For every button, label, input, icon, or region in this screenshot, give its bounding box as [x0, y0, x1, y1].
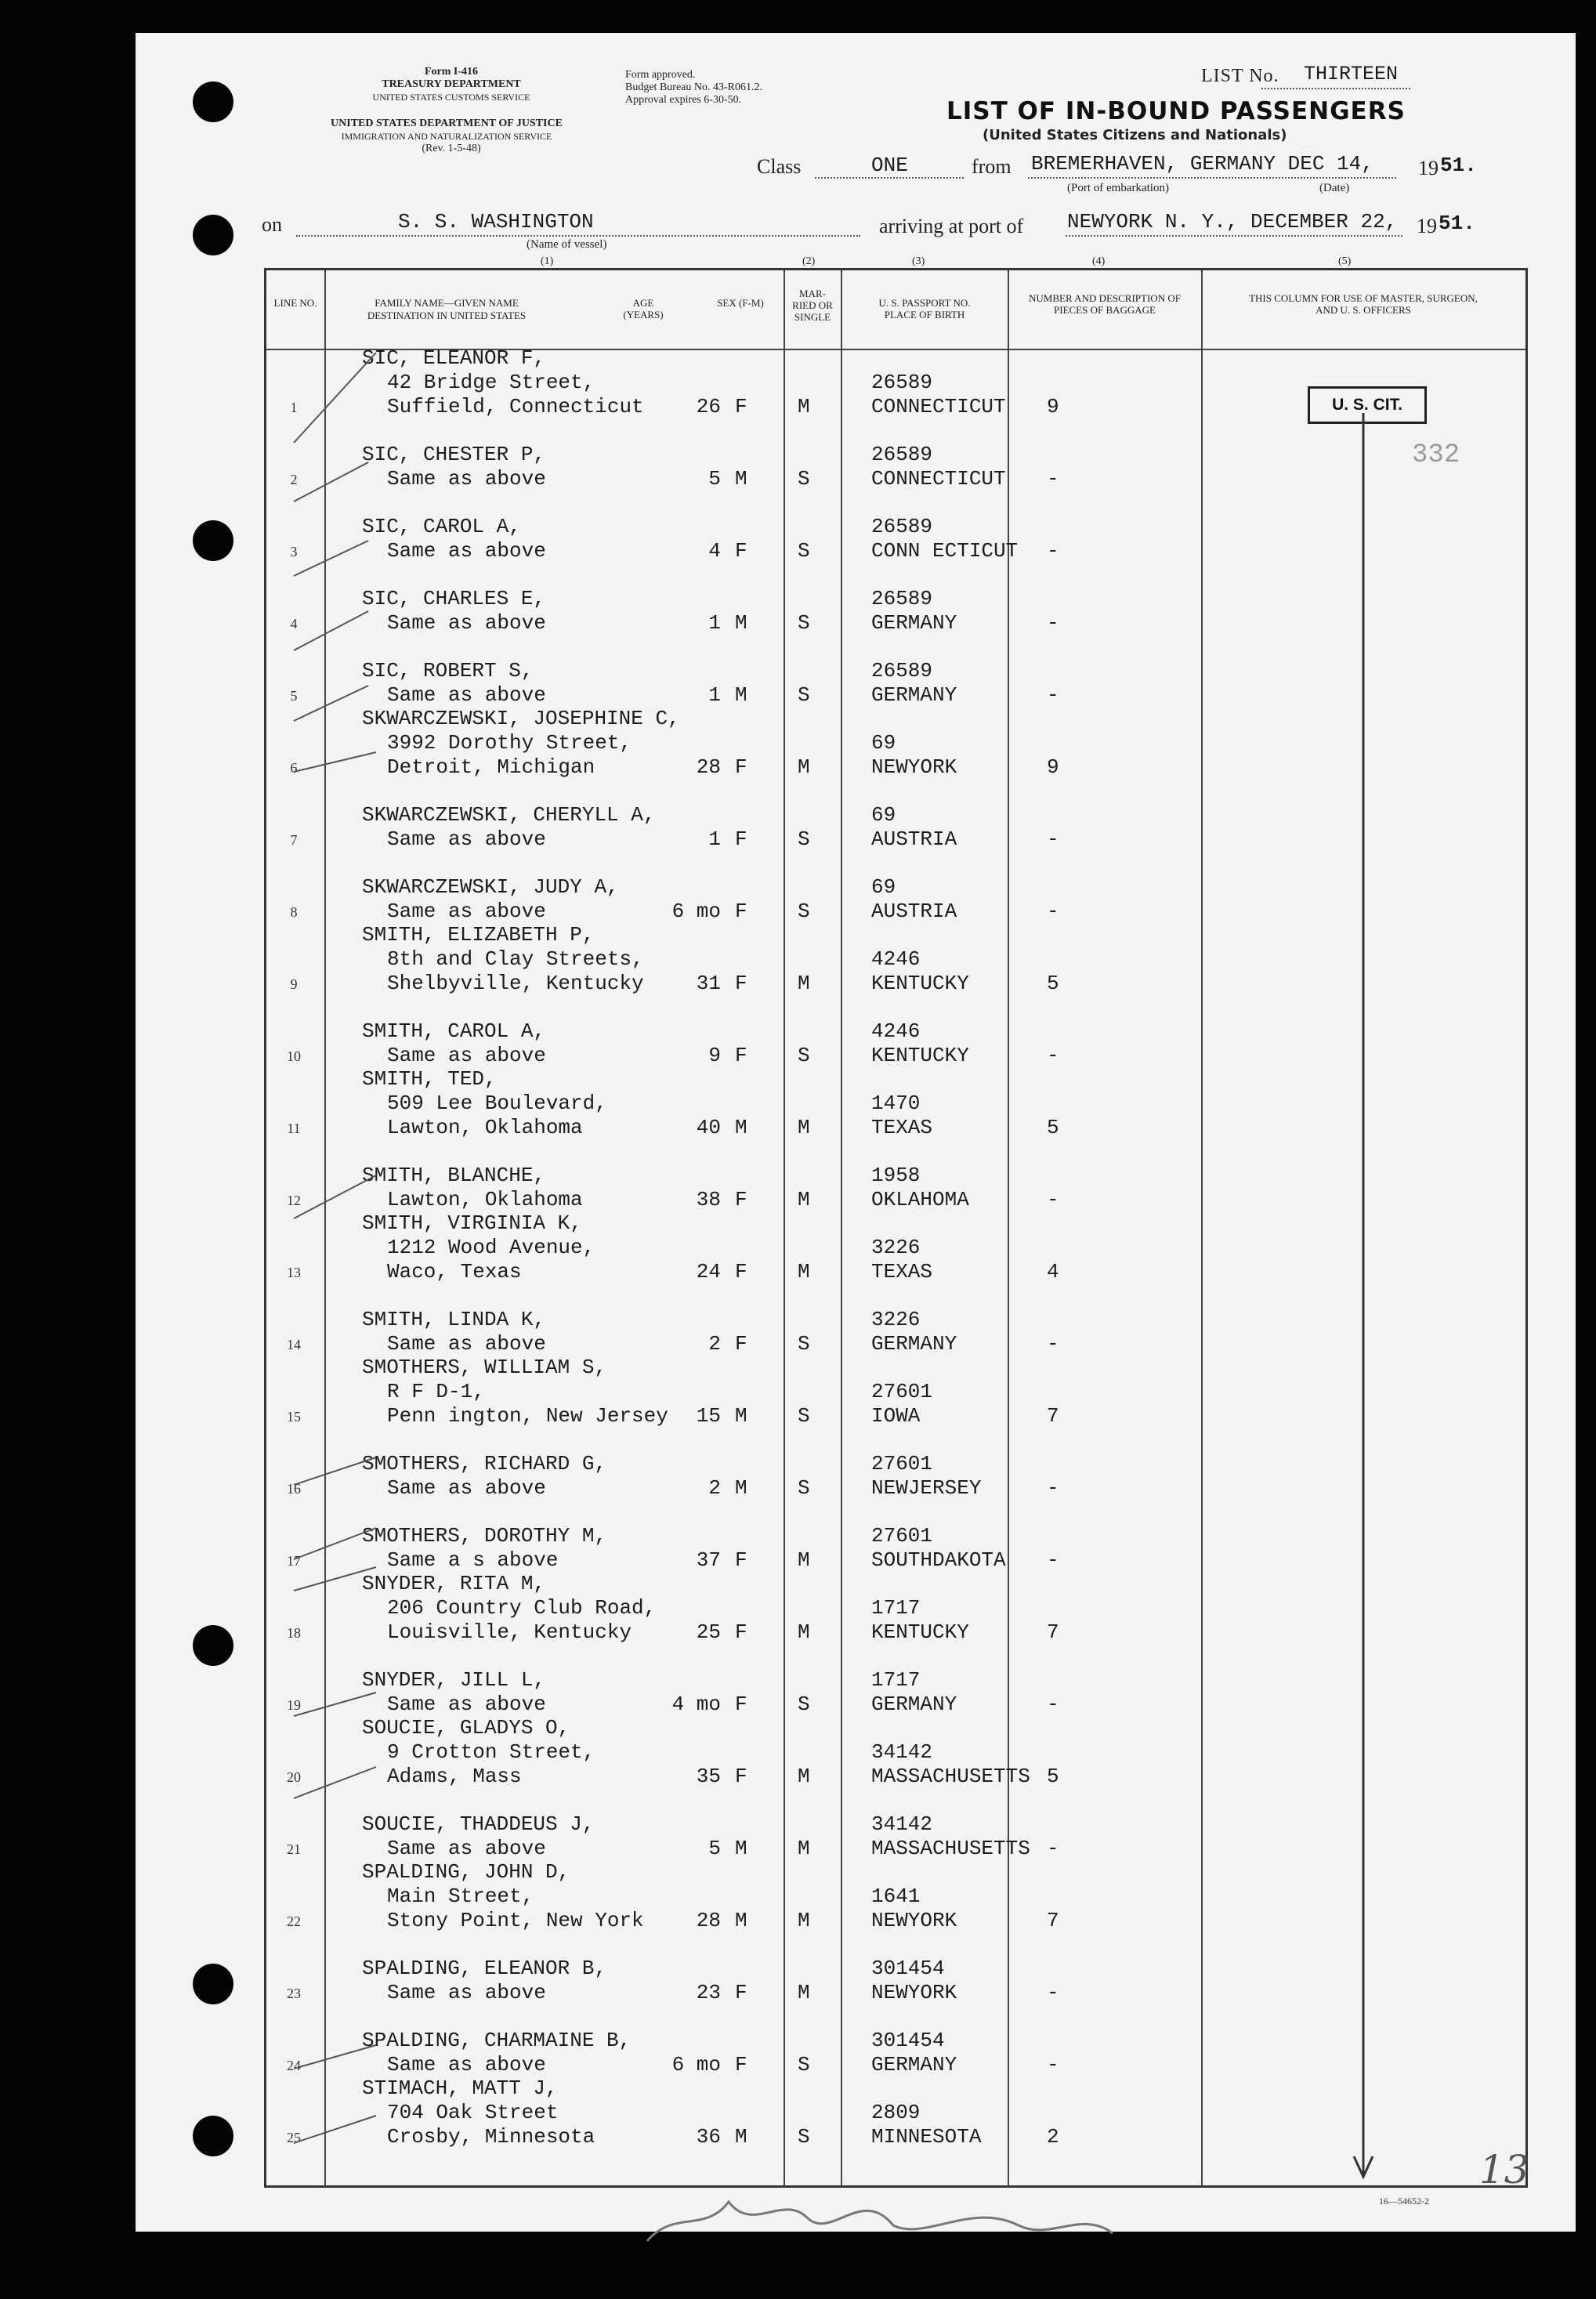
passenger-address: Same as above — [387, 467, 546, 491]
page-title: LIST OF IN-BOUND PASSENGERS — [946, 97, 1406, 125]
marital-status: M — [798, 972, 810, 995]
age: 36 — [696, 2125, 721, 2149]
passport-number: 4246 — [871, 1019, 921, 1043]
passenger-address: Lawton, Oklahoma — [387, 1188, 583, 1211]
passenger-name: SIC, ROBERT S, — [362, 659, 534, 682]
customs-service: UNITED STATES CUSTOMS SERVICE — [372, 92, 530, 103]
passenger-address: Penn ington, New Jersey — [387, 1404, 668, 1428]
place-of-birth: TEXAS — [871, 1116, 933, 1139]
passport-number: 26589 — [871, 659, 933, 682]
sex: M — [735, 1909, 747, 1932]
marital-status: S — [798, 900, 810, 923]
vessel-caption: (Name of vessel) — [527, 238, 607, 251]
col-head-name: FAMILY NAME—GIVEN NAME — [375, 297, 519, 309]
baggage: 7 — [1047, 1620, 1059, 1644]
arrival-year-prefix: 19 — [1417, 215, 1437, 237]
passenger-address: 3992 Dorothy Street, — [387, 731, 632, 755]
marital-status: M — [798, 1981, 810, 2004]
age: 6 mo — [671, 900, 721, 923]
baggage: - — [1047, 539, 1059, 563]
marital-status: M — [798, 1548, 810, 1572]
passenger-address: Same as above — [387, 1332, 546, 1356]
passenger-name: SNYDER, RITA M, — [362, 1572, 546, 1595]
from-year: 51. — [1440, 154, 1477, 177]
sex: F — [735, 1260, 747, 1283]
passport-number: 69 — [871, 875, 896, 899]
sex: F — [735, 1765, 747, 1788]
passenger-address: 8th and Clay Streets, — [387, 947, 644, 971]
passenger-name: SPALDING, CHARMAINE B, — [362, 2029, 632, 2052]
place-of-birth: MASSACHUSETTS — [871, 1837, 1030, 1860]
sex: F — [735, 1332, 747, 1356]
baggage: - — [1047, 1837, 1059, 1860]
baggage: 7 — [1047, 1404, 1059, 1428]
arrival-rule — [1066, 235, 1402, 237]
col-number: (5) — [1338, 255, 1352, 267]
passenger-name: SOUCIE, GLADYS O, — [362, 1716, 570, 1740]
passenger-name: SNYDER, JILL L, — [362, 1668, 546, 1692]
passenger-address: Crosby, Minnesota — [387, 2125, 595, 2149]
sex: F — [735, 827, 747, 851]
place-of-birth: GERMANY — [871, 1332, 957, 1356]
on-label: on — [262, 213, 282, 236]
col-divider — [784, 270, 785, 2185]
passenger-address: Stony Point, New York — [387, 1909, 644, 1932]
baggage: 5 — [1047, 1116, 1059, 1139]
marital-status: M — [798, 1260, 810, 1283]
passenger-name: SMOTHERS, WILLIAM S, — [362, 1356, 607, 1379]
marital-status: S — [798, 1332, 810, 1356]
line-number: 1 — [290, 400, 298, 415]
passport-number: 1717 — [871, 1596, 921, 1620]
page-note: 13 — [1479, 2147, 1529, 2192]
stamp-number: 332 — [1412, 440, 1460, 470]
age: 4 mo — [671, 1693, 721, 1716]
passenger-address: Adams, Mass — [387, 1765, 522, 1788]
sex: F — [735, 972, 747, 995]
sex: M — [735, 1837, 747, 1860]
baggage: 9 — [1047, 755, 1059, 779]
line-number: 17 — [287, 1553, 301, 1569]
baggage: 9 — [1047, 395, 1059, 418]
passenger-address: 704 Oak Street — [387, 2101, 559, 2124]
age: 15 — [696, 1404, 721, 1428]
line-number: 18 — [287, 1625, 301, 1641]
passport-number: 1717 — [871, 1668, 921, 1692]
marital-status: M — [798, 1620, 810, 1644]
approval-expires: Approval expires 6-30-50. — [625, 94, 742, 106]
sex: M — [735, 467, 747, 491]
sex: F — [735, 900, 747, 923]
passport-number: 26589 — [871, 587, 933, 610]
place-of-birth: GERMANY — [871, 683, 957, 707]
passport-number: 69 — [871, 803, 896, 827]
passport-number: 69 — [871, 731, 896, 755]
baggage: - — [1047, 1044, 1059, 1067]
age: 40 — [696, 1116, 721, 1139]
passenger-name: SMITH, TED, — [362, 1067, 497, 1091]
passenger-name: SPALDING, ELEANOR B, — [362, 1957, 607, 1980]
col-head-baggage: NUMBER AND DESCRIPTION OF PIECES OF BAGGAGE — [1029, 292, 1181, 316]
place-of-birth: NEWYORK — [871, 755, 957, 779]
passenger-address: 42 Bridge Street, — [387, 371, 595, 394]
place-of-birth: NEWYORK — [871, 1909, 957, 1932]
age: 28 — [696, 755, 721, 779]
passenger-address: Same as above — [387, 1837, 546, 1860]
passport-number: 1641 — [871, 1884, 921, 1908]
passenger-address: Main Street, — [387, 1884, 534, 1908]
age: 1 — [708, 827, 721, 851]
passport-number: 301454 — [871, 1957, 945, 1980]
line-number: 23 — [287, 1986, 301, 2001]
sex: M — [735, 1476, 747, 1500]
passport-number: 26589 — [871, 443, 933, 466]
date-caption: (Date) — [1319, 182, 1350, 194]
passport-number: 27601 — [871, 1524, 933, 1548]
marital-status: M — [798, 755, 810, 779]
place-of-birth: OKLAHOMA — [871, 1188, 969, 1211]
sex: M — [735, 683, 747, 707]
passenger-address: Same as above — [387, 683, 546, 707]
sex: F — [735, 1693, 747, 1716]
list-no-rule — [1261, 88, 1410, 89]
line-number: 24 — [287, 2058, 301, 2073]
baggage: - — [1047, 1981, 1059, 2004]
line-number: 10 — [287, 1048, 301, 1064]
binder-hole — [193, 1964, 233, 2004]
baggage: - — [1047, 611, 1059, 635]
from-year-prefix: 19 — [1418, 157, 1439, 179]
binder-hole — [193, 1625, 233, 1666]
line-number: 14 — [287, 1337, 301, 1352]
col-head-passport: U. S. PASSPORT NO. PLACE OF BIRTH — [878, 297, 971, 320]
passenger-name: SIC, CAROL A, — [362, 515, 521, 538]
line-number: 20 — [287, 1769, 301, 1785]
baggage: - — [1047, 1188, 1059, 1211]
binder-hole — [193, 2116, 233, 2156]
passenger-address: Same a s above — [387, 1548, 559, 1572]
col-number: (1) — [541, 255, 554, 267]
treasury-dept: TREASURY DEPARTMENT — [382, 78, 521, 90]
marital-status: S — [798, 539, 810, 563]
sex: M — [735, 2125, 747, 2149]
vessel-rule — [296, 235, 860, 237]
list-no-value: THIRTEEN — [1304, 63, 1399, 85]
passenger-name: SMITH, VIRGINIA K, — [362, 1211, 582, 1235]
baggage: 4 — [1047, 1260, 1059, 1283]
marital-status: M — [798, 1765, 810, 1788]
place-of-birth: CONN ECTICUT — [871, 539, 1019, 563]
binder-hole — [193, 215, 233, 255]
line-number: 5 — [290, 688, 298, 704]
ins-service: IMMIGRATION AND NATURALIZATION SERVICE — [341, 131, 552, 142]
marital-status: M — [798, 1909, 810, 1932]
col-number: (2) — [802, 255, 816, 267]
passenger-address: Same as above — [387, 1693, 546, 1716]
place-of-birth: SOUTHDAKOTA — [871, 1548, 1006, 1572]
col-head-married: MAR-RIED OR SINGLE — [792, 288, 833, 323]
line-number: 22 — [287, 1913, 301, 1929]
age: 1 — [708, 611, 721, 635]
passenger-address: 206 Country Club Road, — [387, 1596, 657, 1620]
baggage: 7 — [1047, 1909, 1059, 1932]
passenger-address: 1212 Wood Avenue, — [387, 1236, 595, 1259]
baggage: - — [1047, 900, 1059, 923]
passenger-name: SIC, CHARLES E, — [362, 587, 546, 610]
place-of-birth: CONNECTICUT — [871, 395, 1006, 418]
baggage: - — [1047, 1693, 1059, 1716]
arrival-year: 51. — [1439, 212, 1475, 235]
arriving-label: arriving at port of — [879, 215, 1024, 237]
line-number: 7 — [290, 832, 298, 848]
line-number: 11 — [287, 1121, 301, 1136]
budget-bureau: Budget Bureau No. 43-R061.2. — [625, 81, 762, 93]
col-head-officers: THIS COLUMN FOR USE OF MASTER, SURGEON, AND U. S. OFFICERS — [1249, 292, 1478, 316]
age: 24 — [696, 1260, 721, 1283]
revision: (Rev. 1-5-48) — [422, 143, 481, 154]
place-of-birth: AUSTRIA — [871, 827, 957, 851]
marital-status: S — [798, 2125, 810, 2149]
passenger-address: Same as above — [387, 611, 546, 635]
place-of-birth: TEXAS — [871, 1260, 933, 1283]
sex: F — [735, 1548, 747, 1572]
sex: F — [735, 1188, 747, 1211]
age: 25 — [696, 1620, 721, 1644]
place-of-birth: CONNECTICUT — [871, 467, 1006, 491]
passenger-address: Detroit, Michigan — [387, 755, 595, 779]
line-number: 9 — [290, 976, 298, 992]
passport-number: 27601 — [871, 1380, 933, 1403]
passenger-address: Same as above — [387, 2053, 546, 2076]
us-citizen-stamp: U. S. CIT. — [1308, 386, 1427, 424]
line-number: 15 — [287, 1409, 301, 1425]
passenger-name: SIC, CHESTER P, — [362, 443, 546, 466]
class-label: Class — [757, 155, 802, 178]
col-number: (3) — [912, 255, 925, 267]
age: 6 mo — [671, 2053, 721, 2076]
passenger-name: STIMACH, MATT J, — [362, 2076, 558, 2100]
class-value: ONE — [871, 154, 908, 177]
passport-number: 34142 — [871, 1740, 933, 1764]
baggage: 5 — [1047, 972, 1059, 995]
marital-status: S — [798, 467, 810, 491]
place-of-birth: NEWYORK — [871, 1981, 957, 2004]
col-head-destination: DESTINATION IN UNITED STATES — [367, 310, 527, 321]
passport-number: 3226 — [871, 1236, 921, 1259]
marital-status: S — [798, 1693, 810, 1716]
baggage: - — [1047, 1332, 1059, 1356]
marital-status: S — [798, 827, 810, 851]
passenger-address: R F D-1, — [387, 1380, 485, 1403]
form-code: 16—54652-2 — [1379, 2196, 1429, 2207]
line-number: 2 — [290, 472, 298, 487]
place-of-birth: KENTUCKY — [871, 1620, 969, 1644]
sex: F — [735, 1620, 747, 1644]
passenger-name: SMITH, ELIZABETH P, — [362, 923, 595, 947]
age: 35 — [696, 1765, 721, 1788]
list-no-label: LIST No. — [1201, 66, 1279, 86]
passenger-name: SKWARCZEWSKI, JOSEPHINE C, — [362, 707, 680, 730]
sex: M — [735, 1404, 747, 1428]
form-number: Form I-416 — [424, 66, 479, 78]
place-of-birth: KENTUCKY — [871, 972, 969, 995]
baggage: - — [1047, 827, 1059, 851]
sex: M — [735, 611, 747, 635]
col-head-sex: SEX (F-M) — [717, 297, 764, 309]
passport-number: 27601 — [871, 1452, 933, 1475]
arrival-value: NEWYORK N. Y., DECEMBER 22, — [1067, 210, 1398, 234]
col-divider — [324, 270, 326, 2185]
passenger-name: SMITH, LINDA K, — [362, 1308, 546, 1331]
place-of-birth: GERMANY — [871, 1693, 957, 1716]
passenger-name: SIC, ELEANOR F, — [362, 346, 546, 370]
marital-status: S — [798, 1476, 810, 1500]
age: 26 — [696, 395, 721, 418]
place-of-birth: MASSACHUSETTS — [871, 1765, 1030, 1788]
passenger-address: Louisville, Kentucky — [387, 1620, 632, 1644]
line-number: 12 — [287, 1193, 301, 1208]
age: 9 — [708, 1044, 721, 1067]
passenger-address: Same as above — [387, 1981, 546, 2004]
age: 38 — [696, 1188, 721, 1211]
sex: F — [735, 1981, 747, 2004]
vessel-name: S. S. WASHINGTON — [398, 210, 594, 234]
passport-number: 301454 — [871, 2029, 945, 2052]
passport-number: 1470 — [871, 1092, 921, 1115]
age: 1 — [708, 683, 721, 707]
sex: F — [735, 1044, 747, 1067]
marital-status: S — [798, 2053, 810, 2076]
col-number: (4) — [1092, 255, 1106, 267]
age: 28 — [696, 1909, 721, 1932]
baggage: - — [1047, 1548, 1059, 1572]
passenger-name: SPALDING, JOHN D, — [362, 1860, 570, 1884]
passenger-address: Same as above — [387, 1044, 546, 1067]
passenger-address: Waco, Texas — [387, 1260, 522, 1283]
line-number: 4 — [290, 616, 298, 632]
sex: F — [735, 755, 747, 779]
place-of-birth: NEWJERSEY — [871, 1476, 982, 1500]
age: 37 — [696, 1548, 721, 1572]
age: 31 — [696, 972, 721, 995]
passenger-name: SOUCIE, THADDEUS J, — [362, 1812, 595, 1836]
place-of-birth: GERMANY — [871, 611, 957, 635]
place-of-birth: GERMANY — [871, 2053, 957, 2076]
age: 23 — [696, 1981, 721, 2004]
col-divider — [1201, 270, 1203, 2185]
page-subtitle: (United States Citizens and Nationals) — [983, 127, 1287, 143]
passenger-address: Suffield, Connecticut — [387, 395, 644, 418]
passenger-address: Same as above — [387, 900, 546, 923]
marital-status: S — [798, 1404, 810, 1428]
passenger-address: 9 Crotton Street, — [387, 1740, 595, 1764]
line-number: 8 — [290, 904, 298, 920]
col-head-age: AGE (YEARS) — [623, 297, 664, 320]
age: 2 — [708, 1476, 721, 1500]
baggage: - — [1047, 467, 1059, 491]
passport-number: 34142 — [871, 1812, 933, 1836]
passenger-address: Lawton, Oklahoma — [387, 1116, 583, 1139]
baggage: 2 — [1047, 2125, 1059, 2149]
place-of-birth: AUSTRIA — [871, 900, 957, 923]
age: 4 — [708, 539, 721, 563]
age: 5 — [708, 1837, 721, 1860]
passenger-address: Same as above — [387, 827, 546, 851]
marital-status: S — [798, 611, 810, 635]
passport-number: 26589 — [871, 371, 933, 394]
passenger-name: SKWARCZEWSKI, JUDY A, — [362, 875, 619, 899]
age: 5 — [708, 467, 721, 491]
baggage: - — [1047, 2053, 1059, 2076]
passenger-name: SKWARCZEWSKI, CHERYLL A, — [362, 803, 656, 827]
passport-number: 3226 — [871, 1308, 921, 1331]
col-divider — [841, 270, 842, 2185]
binder-hole — [193, 81, 233, 122]
passport-number: 1958 — [871, 1164, 921, 1187]
form-approved: Form approved. — [625, 69, 696, 81]
from-rule — [1028, 177, 1396, 179]
passenger-address: Shelbyville, Kentucky — [387, 972, 644, 995]
marital-status: M — [798, 1116, 810, 1139]
passenger-name: SMOTHERS, RICHARD G, — [362, 1452, 607, 1475]
line-number: 25 — [287, 2130, 301, 2145]
place-of-birth: MINNESOTA — [871, 2125, 982, 2149]
line-number: 19 — [287, 1697, 301, 1713]
marital-status: M — [798, 395, 810, 418]
from-value: BREMERHAVEN, GERMANY DEC 14, — [1031, 152, 1373, 176]
marital-status: S — [798, 1044, 810, 1067]
justice-dept: UNITED STATES DEPARTMENT OF JUSTICE — [331, 118, 563, 129]
baggage: 5 — [1047, 1765, 1059, 1788]
baggage: - — [1047, 1476, 1059, 1500]
place-of-birth: IOWA — [871, 1404, 921, 1428]
port-embark-caption: (Port of embarkation) — [1067, 182, 1169, 194]
line-number: 6 — [290, 760, 298, 776]
passenger-name: SMITH, CAROL A, — [362, 1019, 546, 1043]
line-number: 3 — [290, 544, 298, 559]
passport-number: 26589 — [871, 515, 933, 538]
line-number: 21 — [287, 1841, 301, 1857]
passenger-address: Same as above — [387, 539, 546, 563]
binder-hole — [193, 520, 233, 561]
age: 2 — [708, 1332, 721, 1356]
sex: F — [735, 2053, 747, 2076]
sex: M — [735, 1116, 747, 1139]
baggage: - — [1047, 683, 1059, 707]
line-number: 16 — [287, 1481, 301, 1497]
passenger-address: 509 Lee Boulevard, — [387, 1092, 607, 1115]
marital-status: S — [798, 683, 810, 707]
marital-status: M — [798, 1837, 810, 1860]
sex: F — [735, 539, 747, 563]
marital-status: M — [798, 1188, 810, 1211]
class-rule — [815, 177, 964, 179]
from-label: from — [972, 155, 1012, 178]
passport-number: 2809 — [871, 2101, 921, 2124]
line-number: 13 — [287, 1265, 301, 1280]
place-of-birth: KENTUCKY — [871, 1044, 969, 1067]
passenger-name: SMITH, BLANCHE, — [362, 1164, 546, 1187]
passenger-address: Same as above — [387, 1476, 546, 1500]
sex: F — [735, 395, 747, 418]
passenger-name: SMOTHERS, DOROTHY M, — [362, 1524, 607, 1548]
col-head-line: LINE NO. — [273, 297, 317, 309]
passport-number: 4246 — [871, 947, 921, 971]
